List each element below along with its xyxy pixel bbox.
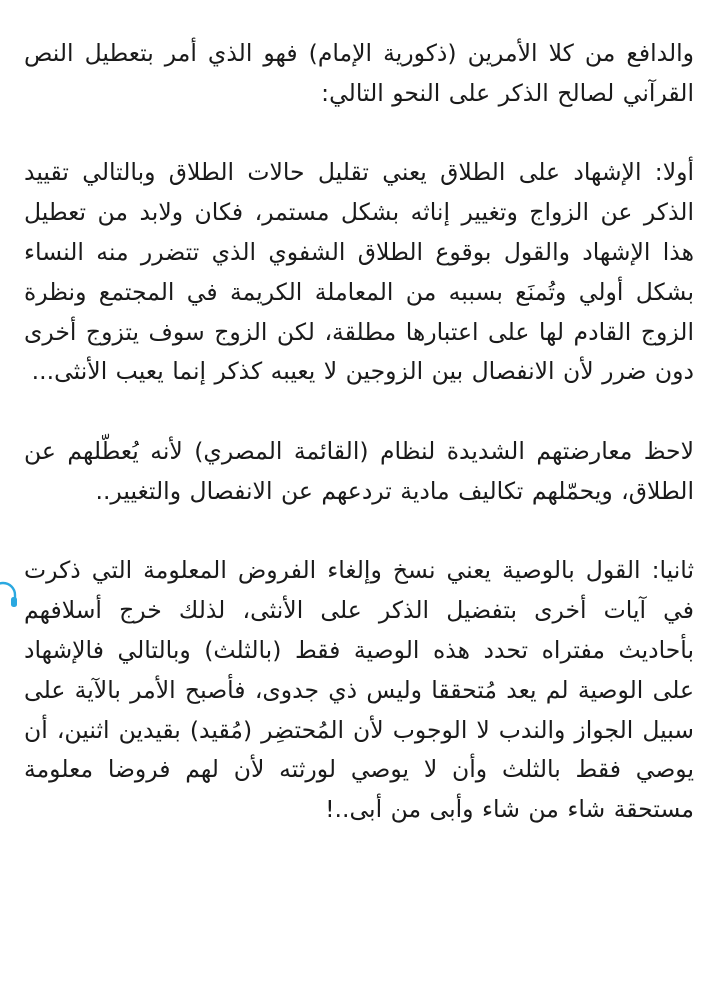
- headphones-icon[interactable]: [0, 578, 20, 612]
- paragraph-gap: [24, 392, 694, 432]
- paragraph-gap: [24, 114, 694, 154]
- headphones-icon-graphic: [0, 578, 20, 612]
- paragraph-second-point: ثانيا: القول بالوصية يعني نسخ وإلغاء الفروض المعلومة التي ذكرت في آيات أخرى بتفضيل الذكر على الأنثى، لذلك خرج أسلافهم بأحاديث مفتراه تحدد هذه الوصية فقط (بالثلث) وبالتالي فالإشهاد على الوصية لم يعد مُتحققا وليس ذي جدوى، فأصبح الأمر بالآية على سبيل الجواز والندب لا الوجوب لأن المُحتضِر (مُقيد) بقيدين اثنين، أن يوصي فقط بالثلث وأن لا يوصي لورثته لأن لهم فروضا معلومة مستحقة شاء من شاء وأبى من أبى..!: [24, 556, 694, 824]
- paragraph-gap: [24, 512, 694, 552]
- paragraph-note: لاحظ معارضتهم الشديدة لنظام (القائمة المصري) لأنه يُعطّلهم عن الطلاق، ويحمّلهم تكاليف مادية تردعهم عن الانفصال والتغيير..: [24, 436, 694, 505]
- paragraph-intro: والدافع من كلا الأمرين (ذكورية الإمام) فهو الذي أمر بتعطيل النص القرآني لصالح الذكر على النحو التالي:: [24, 39, 694, 107]
- paragraph-first-point: أولا: الإشهاد على الطلاق يعني تقليل حالات الطلاق وبالتالي تقييد الذكر عن الزواج وتغيير إناثه بشكل مستمر، فكان ولابد من تعطيل هذا الإشهاد والقول بوقوع الطلاق الشفوي الذي تتضرر منه النساء بشكل أولي وتُمنَع بسببه من المعاملة الكريمة في المجتمع ونظرة الزوج القادم لها على اعتبارها مطلقة، لكن الزوج سوف يتزوج أخرى دون ضرر لأن الانفصال بين الزوجين لا يعيبه كذكر إنما يعيب الأنثى...: [24, 158, 694, 386]
